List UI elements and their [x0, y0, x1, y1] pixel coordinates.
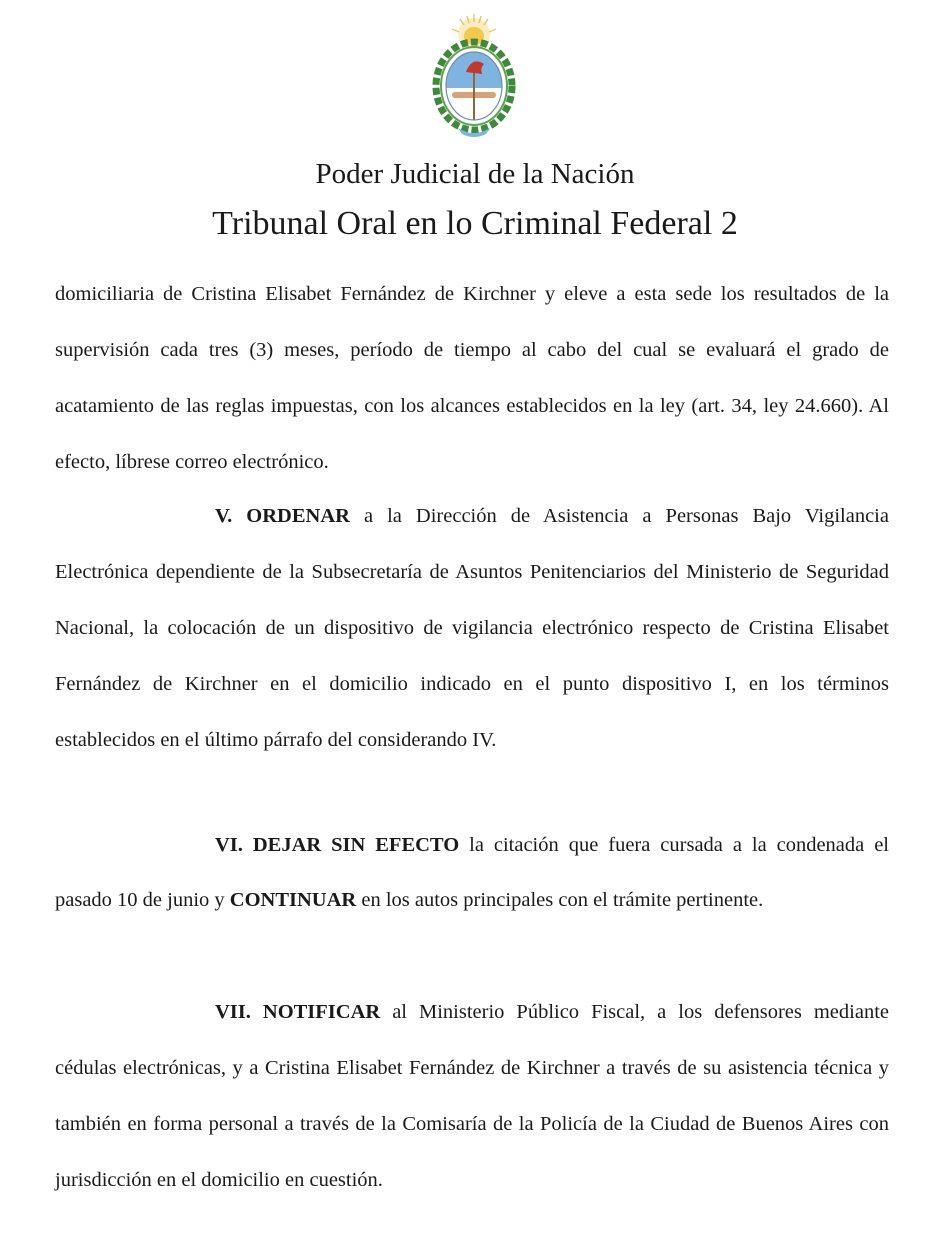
- paragraph-text: domiciliaria de Cristina Elisabet Fernández de Kirchner y eleve a esta sede los resultados de la supervisión cada tres (3) meses, período de tiempo al cabo del cual se evaluará el grado de acatamiento de las reglas impuestas, con los alcances establecidos en la ley (art. 34, ley 24.660). Al efecto, líbrese correo electrónico.: [55, 283, 889, 473]
- paragraph-text: al Ministerio Público Fiscal, a los defensores mediante cédulas electrónicas, y a Cristina Elisabet Fernández de Kirchner a través de su asistencia técnica y también en forma personal a través de la Comisaría de la Policía de la Ciudad de Buenos Aires con jurisdicción en el domicilio en cuestión.: [55, 1001, 889, 1191]
- article-heading: VII. NOTIFICAR: [215, 1001, 381, 1023]
- article-heading: V. ORDENAR: [215, 505, 350, 527]
- paragraph-text: la citación que fuera cursada a la condenada el pasado 10 de junio y: [55, 834, 889, 911]
- argentina-coat-of-arms-icon: [428, 12, 520, 140]
- article-heading: VI. DEJAR SIN EFECTO: [215, 834, 460, 856]
- paragraph-ordenar: [55, 488, 889, 768]
- paragraph-text: a la Dirección de Asistencia a Personas Bajo Vigilancia Electrónica dependiente de la Subsecretaría de Asuntos Penitenciarios del Ministerio de Seguridad Nacional, la colocación de un dispositivo de vigilancia electrónico respecto de Cristina Elisabet Fernández de Kirchner en el domicilio indicado en el punto dispositivo I, en los términos establecidos en el último párrafo del considerando IV.: [55, 505, 889, 751]
- paragraph-continuation: [55, 266, 889, 490]
- paragraph-notificar: [55, 984, 889, 1208]
- paragraph-text: en los autos principales con el trámite pertinente.: [356, 889, 764, 911]
- emphasis-text: CONTINUAR: [229, 889, 357, 911]
- institution-name: Poder Judicial de la Nación: [315, 158, 635, 190]
- court-name: Tribunal Oral en lo Criminal Federal 2: [212, 205, 738, 242]
- paragraph-dejar-sin-efecto: [55, 818, 889, 928]
